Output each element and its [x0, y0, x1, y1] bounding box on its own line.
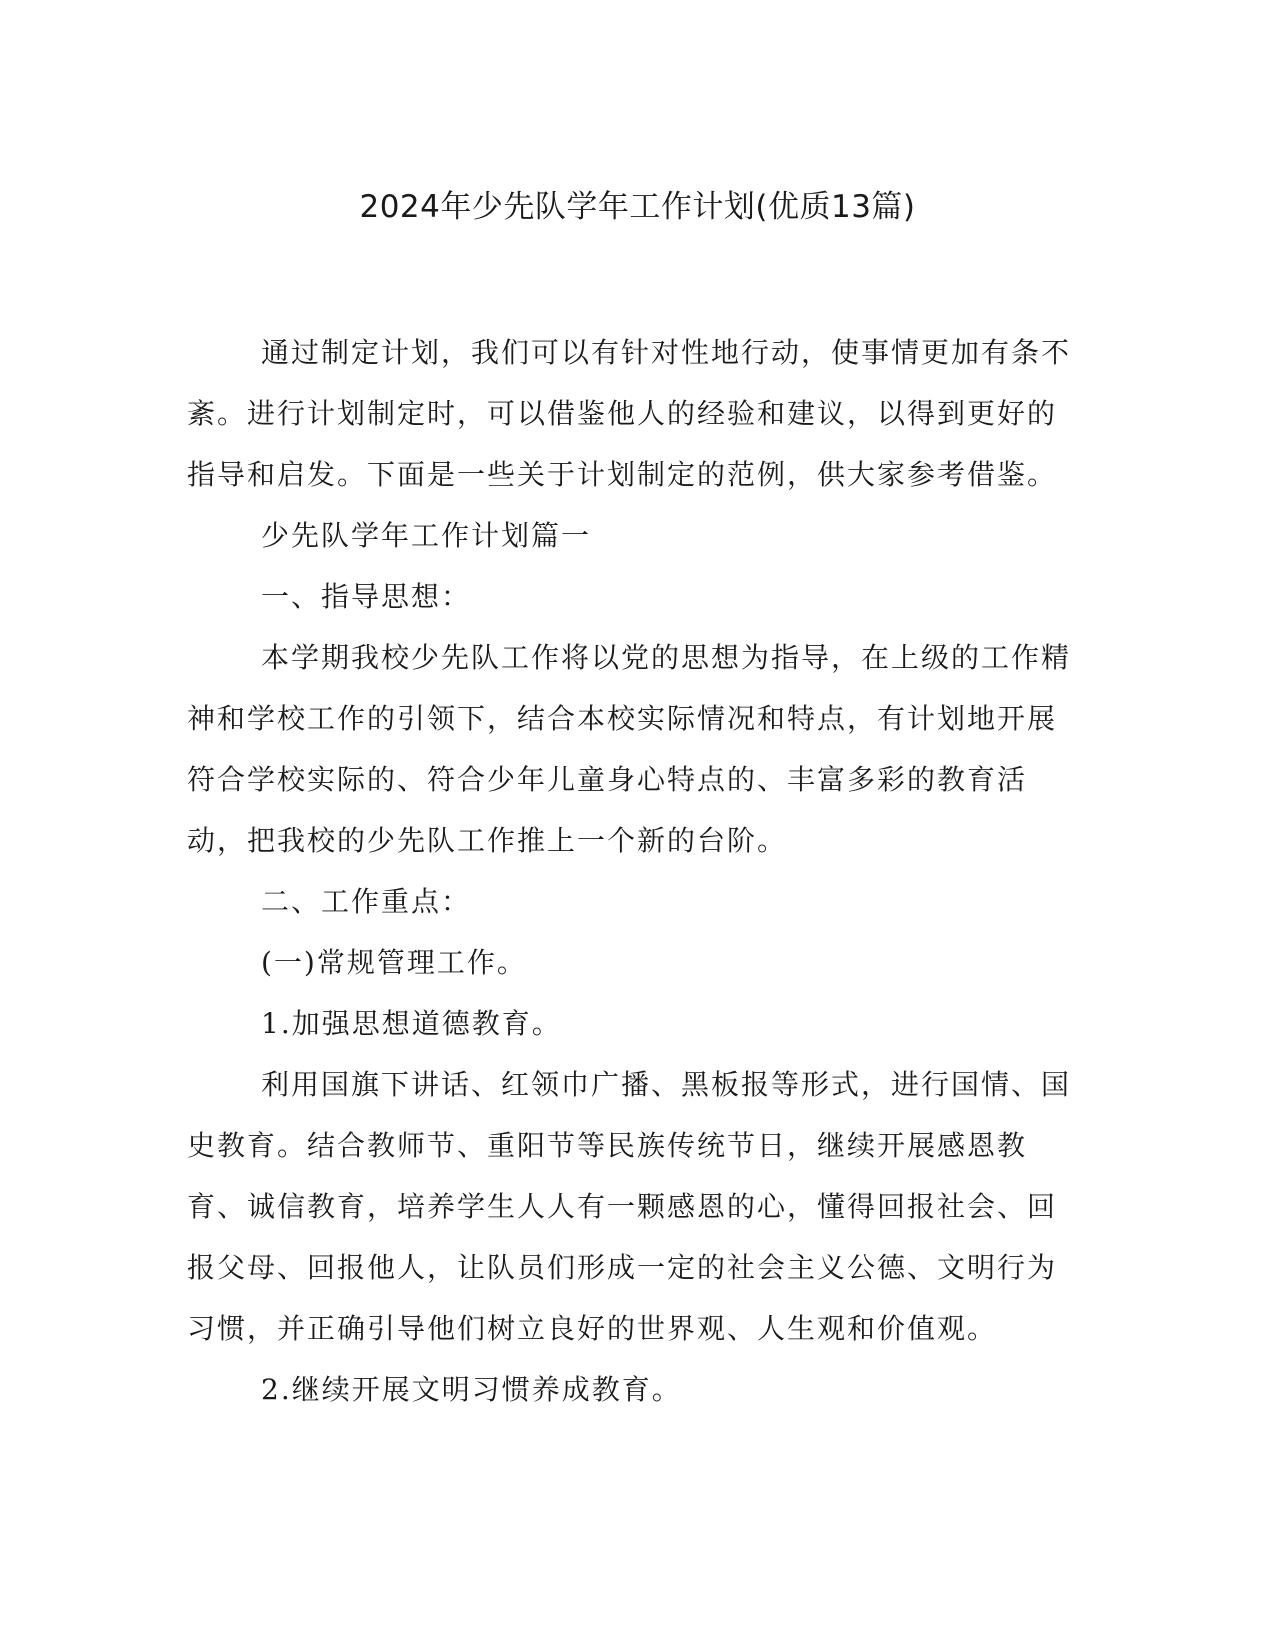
- subheading-routine-management: (一)常规管理工作。: [261, 946, 527, 979]
- item-civilized-habits: 2.继续开展文明习惯养成教育。: [261, 1373, 682, 1406]
- paragraph-guiding-thought: 本学期我校少先队工作将以党的思想为指导，在上级的工作精神和学校工作的引领下，结合本校实际情况和特点，有计划地开展符合学校实际的、符合少年儿童身心特点的、丰富多彩的教育活动，把我校的少先队工作推上一个新的台阶。: [187, 641, 1072, 857]
- item-moral-education: 1.加强思想道德教育。: [261, 1007, 562, 1040]
- document-body: [187, 322, 1077, 1420]
- intro-paragraph: 通过制定计划，我们可以有针对性地行动，使事情更加有条不紊。进行计划制定时，可以借鉴他人的经验和建议，以得到更好的指导和启发。下面是一些关于计划制定的范例，供大家参考借鉴。: [187, 336, 1072, 491]
- paragraph-moral-education: 利用国旗下讲话、红领巾广播、黑板报等形式，进行国情、国史教育。结合教师节、重阳节等民族传统节日，继续开展感恩教育、诚信教育，培养学生人人有一颗感恩的心，懂得回报社会、回报父母、回报他人，让队员们形成一定的社会主义公德、文明行为习惯，并正确引导他们树立良好的世界观、人生观和价值观。: [187, 1068, 1072, 1345]
- subheading-guiding-thought: 一、指导思想：: [261, 580, 472, 613]
- section-heading: 少先队学年工作计划篇一: [261, 519, 592, 552]
- subheading-work-focus: 二、工作重点：: [261, 885, 472, 918]
- document-title: 2024年少先队学年工作计划(优质13篇): [359, 189, 916, 225]
